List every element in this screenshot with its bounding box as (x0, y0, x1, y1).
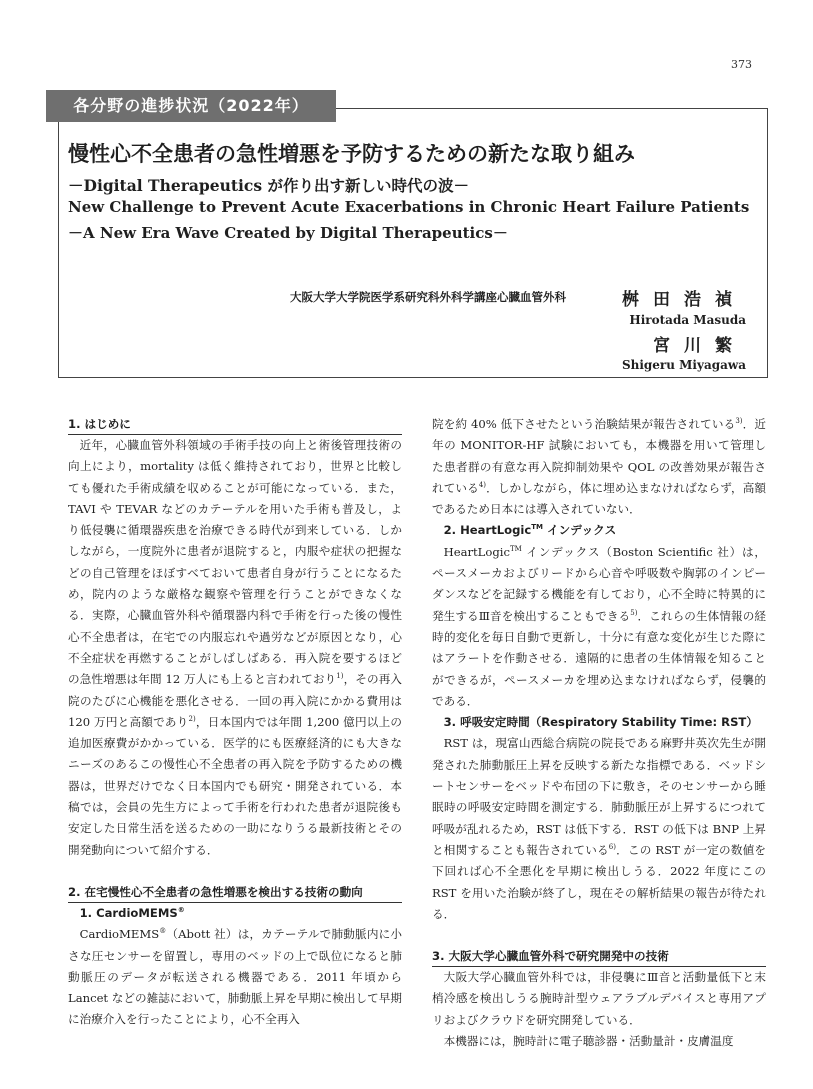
subsection-heartlogic-tail: インデックス (543, 523, 617, 538)
ref-3: 3) (735, 417, 743, 426)
author-name-1: 桝田浩禎 (622, 290, 746, 310)
left-column (68, 414, 402, 1031)
registered-mark-inline: ® (159, 927, 167, 936)
author-name-2: 宮川繁 (653, 336, 746, 356)
article-subtitle-en: －A New Era Wave Created by Digital Therapeutics－ (68, 224, 508, 242)
page-number: 373 (731, 58, 752, 71)
category-tab: 各分野の進捗状況（2022年） (46, 90, 336, 122)
subsection-heartlogic-text: 2. HeartLogic (443, 523, 532, 538)
ref-6: 6) (608, 843, 616, 852)
section-heading-3: 3. 大阪大学心臓血管外科で研究開発中の技術 (432, 946, 766, 967)
rst-text-b: ．この RST が一定の数値を下回れば心不全悪化を早期に検出しうる．2022 年度にこの RST を用いた治験が終了し，現在その解析結果の報告が待たれる． (432, 842, 766, 921)
intro-text-b: ，その再入院のたびに心機能を悪化させる．一回の再入院にかかる費用は 120 万円と高額であり (68, 672, 402, 729)
heartlogic-paragraph (432, 542, 766, 712)
cont-text-a: 院を約 40% 低下させたという治験結果が報告されている (432, 417, 736, 431)
cont-text-c: ．しかしながら，体に埋め込まなければならず，高額であるため日本には導入されていない． (432, 480, 766, 517)
article-title: 慢性心不全患者の急性増悪を予防するための新たな取り組み (68, 142, 635, 166)
section-heading-1: 1. はじめに (68, 414, 402, 435)
subsection-heading-rst: 3. 呼吸安定時間（Respiratory Stability Time: RST） (443, 715, 758, 730)
cardiomems-paragraph (68, 924, 402, 1030)
author-affiliation: 大阪大学大学院医学系研究科外科学講座心臓血管外科 (290, 290, 566, 304)
registered-mark: ® (177, 906, 185, 915)
intro-text-c: ，日本国内では年間 1,200 億円以上の追加医療費がかかっている．医学的にも医療経済的にも大きなニーズのあるこの慢性心不全患者の再入院を予防するための機器は，世界だけでなく日本国内でも研究・開発されている．本稿では，会員の先生方によって手術を行われた患者が退院後も安定した日常生活を送るための一助になりうる最新技術とその開発動向について紹介する． (68, 714, 402, 857)
rst-paragraph (432, 733, 766, 925)
heartlogic-text-b: インデックス（Boston Scientific 社）は，ペースメーカおよびリードから心音や呼吸数や胸郭のインピーダンスなどを記録する機能を有しており，心不全時に特異的に発生するⅢ音を検出することもできる (432, 544, 766, 623)
article-subtitle-ja: －Digital Therapeutics が作り出す新しい時代の波－ (68, 176, 469, 195)
subsection-heading-cardiomems (68, 903, 402, 924)
ref-5: 5) (630, 608, 638, 617)
author-roman-1: Hirotada Masuda (629, 313, 746, 327)
ref-2: 2) (188, 715, 196, 723)
cardiomems-paragraph-cont (432, 414, 766, 520)
heartlogic-text-c: ．これらの生体情報の経時的変化を毎日自動で更新し，十分に有意な変化が生じた際にはアラートを作動させる．遠隔的に患者の生体情報を知ることができるが，ペースメーカを埋め込まなければならず，侵襲的である． (432, 608, 766, 708)
right-column (432, 414, 766, 1052)
article-title-en: New Challenge to Prevent Acute Exacerbations in Chronic Heart Failure Patients (68, 198, 750, 216)
section-heading-2: 2. 在宅慢性心不全患者の急性増悪を検出する技術の動向 (68, 882, 402, 903)
rst-text-a: RST は，現富山西総合病院の院長である麻野井英次先生が開発された肺動脈圧上昇を反映する新たな指標である．ベッドシートセンサーをベッドや布団の下に敷き，そのセンサーから睡眠時の呼吸安定時間を測定する．肺動脈圧が上昇するにつれて呼吸が乱れるため，RST は低下する．RST の低下は BNP 上昇と相関することも報告されている (432, 736, 766, 857)
cardiomems-text-a: CardioMEMS (79, 927, 160, 942)
ref-4: 4) (478, 481, 487, 490)
subsection-cardiomems-text: 1. CardioMEMS (79, 905, 178, 920)
ref-1: 1) (336, 672, 344, 681)
cardiomems-text-b: （Abott 社）は，カテーテルで肺動脈内に小さな圧センサーを留置し，専用のベッドの上で臥位になると肺動脈圧のデータが転送される機器である．2011 年頃から Lancet などの雑誌において，肺動脈上昇を早期に検出して早期に治療介入を行ったことにより，心不全再入 (68, 927, 402, 1027)
subsection-heading-heartlogic (432, 520, 766, 541)
device-paragraph: 本機器には，腕時計に電子聴診器・活動量計・皮膚温度 (443, 1034, 734, 1049)
tm-mark: TM (531, 523, 543, 532)
osaka-paragraph: 大阪大学心臓血管外科では，非侵襲にⅢ音と活動量低下と末梢冷感を検出しうる腕時計型ウェアラブルデバイスと専用アプリおよびクラウドを研究開発している． (432, 970, 766, 1027)
author-roman-2: Shigeru Miyagawa (621, 358, 746, 372)
heartlogic-text-a: HeartLogic (443, 544, 510, 559)
tm-mark-inline: TM (509, 544, 522, 553)
cont-text-b: ．近年の MONITOR-HF 試験においても，本機器を用いて管理した患者群の有意な再入院抑制効果や QOL の改善効果が報告されている (432, 417, 766, 495)
intro-paragraph (68, 435, 402, 861)
intro-text-a: 近年，心臓血管外科領域の手術手技の向上と術後管理技術の向上により，mortality は低く維持されており，世界と比較しても優れた手術成績を収めることが可能になっている．また，TAVI や TEVAR などのカテーテルを用いた手術も普及し，より低侵襲に循環器疾患を治療できる時代が到来している．しかしながら，一度院外に患者が退院すると，内服や症状の把握などの自己管理をほぼすべておいて患者自身が行うことになるため，院内のような厳格な観察や管理を行うことができなくなる．実際，心臓血管外科や循環器内科で手術を行った後の慢性心不全患者は，在宅での内服忘れや過労などが原因となり，心不全症状を再燃することがしばしばある．再入院を要するほどの急性増悪は年間 12 万人にも上ると言われており (68, 438, 402, 687)
